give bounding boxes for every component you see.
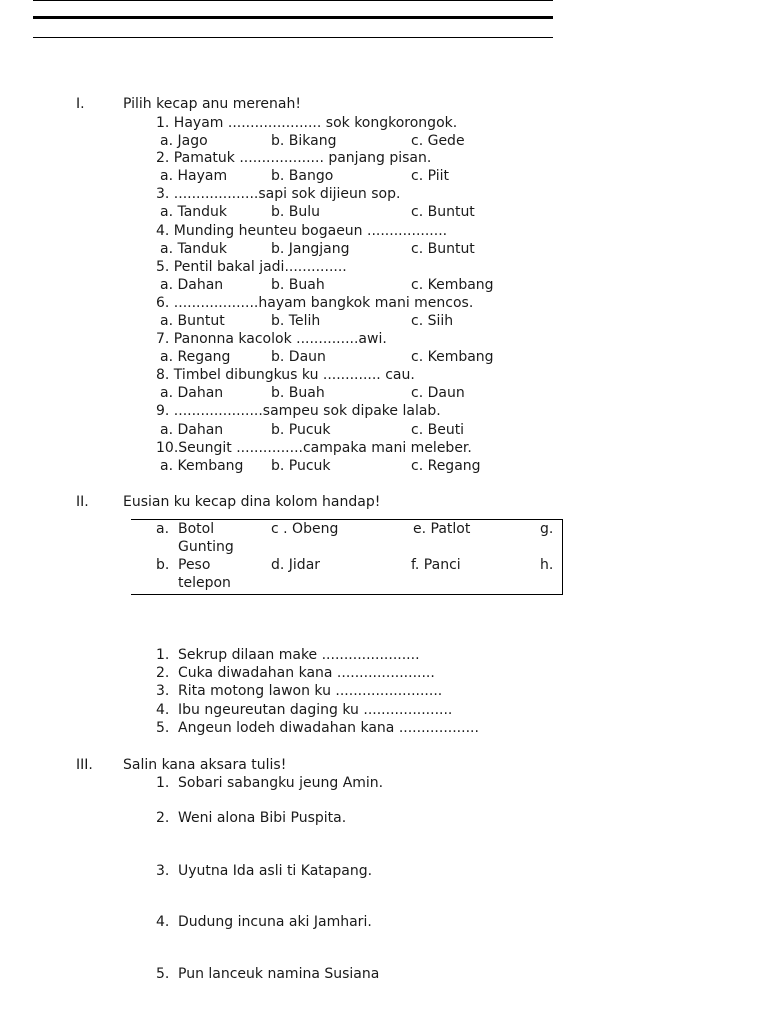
fill-item-text: Cuka diwadahan kana ...................... <box>178 665 435 681</box>
fill-item-number: 1. <box>156 647 170 663</box>
fill-item-2 <box>156 664 435 682</box>
question-6: 6. ...................hayam bangkok mani mencos. <box>156 295 474 311</box>
fill-item-3 <box>156 682 442 700</box>
question-7: 7. Panonna kacolok ..............awi. <box>156 331 387 347</box>
question-1: 1. Hayam ..................... sok kongkorongok. <box>156 115 458 131</box>
fill-item-number: 2. <box>156 665 170 681</box>
option-b: b. Buah <box>271 277 325 293</box>
option-a: a. Buntut <box>160 313 225 329</box>
option-b: b. Jangjang <box>271 241 350 257</box>
section-1-title: Pilih kecap anu merenah! <box>123 96 301 112</box>
word-box-d: d. Jidar <box>271 557 321 573</box>
option-a: a. Jago <box>160 133 208 149</box>
option-a: a. Kembang <box>160 458 244 474</box>
salin-item-2 <box>156 809 346 827</box>
word-box-g-letter: g. <box>540 521 554 537</box>
fill-item-text: Rita motong lawon ku ........................ <box>178 683 443 699</box>
option-b: b. Buah <box>271 385 325 401</box>
option-a: a. Dahan <box>160 422 224 438</box>
salin-item-number: 4. <box>156 914 170 930</box>
question-10: 10.Seungit ...............campaka mani meleber. <box>156 440 472 456</box>
fill-item-text: Ibu ngeureutan daging ku .................... <box>178 702 453 718</box>
question-2: 2. Pamatuk ................... panjang pisan. <box>156 150 432 166</box>
header-rule-thick <box>33 16 553 19</box>
question-8: 8. Timbel dibungkus ku ............. cau. <box>156 367 415 383</box>
option-c: c. Regang <box>411 458 481 474</box>
fill-item-number: 3. <box>156 683 170 699</box>
option-c: c. Beuti <box>411 422 465 438</box>
option-b: b. Bulu <box>271 204 321 220</box>
option-c: c. Gede <box>411 133 465 149</box>
header-rule-bottom <box>33 37 553 38</box>
option-a: a. Dahan <box>160 277 224 293</box>
section-3-title: Salin kana aksara tulis! <box>123 757 287 773</box>
option-c: c. Daun <box>411 385 465 401</box>
salin-item-4 <box>156 913 372 931</box>
option-b: b. Daun <box>271 349 326 365</box>
salin-item-text: Sobari sabangku jeung Amin. <box>178 775 384 791</box>
option-a: a. Tanduk <box>160 241 228 257</box>
word-box-h: telepon <box>178 575 231 591</box>
question-3: 3. ...................sapi sok dijieun sop. <box>156 186 401 202</box>
section-3-number: III. <box>76 757 93 773</box>
word-box-b: Peso <box>178 557 211 573</box>
option-b: b. Pucuk <box>271 422 331 438</box>
fill-item-5 <box>156 719 479 737</box>
option-b: b. Pucuk <box>271 458 331 474</box>
salin-item-5 <box>156 965 379 983</box>
fill-item-4 <box>156 701 452 719</box>
option-a: a. Tanduk <box>160 204 228 220</box>
word-box-h-letter: h. <box>540 557 554 573</box>
word-box-b-letter: b. <box>156 557 170 573</box>
question-9: 9. ....................sampeu sok dipake lalab. <box>156 403 441 419</box>
header-rule-top <box>33 0 553 1</box>
fill-item-text: Angeun lodeh diwadahan kana .................. <box>178 720 479 736</box>
option-a: a. Dahan <box>160 385 224 401</box>
word-box-a-letter: a. <box>156 521 170 537</box>
fill-item-1 <box>156 646 420 664</box>
salin-item-number: 3. <box>156 863 170 879</box>
salin-item-number: 1. <box>156 775 170 791</box>
fill-item-number: 4. <box>156 702 170 718</box>
word-box-f: f. Panci <box>411 557 461 573</box>
fill-item-text: Sekrup dilaan make ...................... <box>178 647 420 663</box>
salin-item-text: Uyutna Ida asli ti Katapang. <box>178 863 373 879</box>
salin-item-text: Weni alona Bibi Puspita. <box>178 810 347 826</box>
option-c: c. Piit <box>411 168 450 184</box>
word-box-g: Gunting <box>178 539 234 555</box>
option-c: c. Kembang <box>411 277 494 293</box>
question-5: 5. Pentil bakal jadi.............. <box>156 259 347 275</box>
option-c: c. Buntut <box>411 241 475 257</box>
word-box-a: Botol <box>178 521 215 537</box>
section-1-number: I. <box>76 96 85 112</box>
option-b: b. Bango <box>271 168 334 184</box>
fill-item-number: 5. <box>156 720 170 736</box>
word-box-c: c . Obeng <box>271 521 339 537</box>
salin-item-number: 5. <box>156 966 170 982</box>
word-box-e: e. Patlot <box>413 521 471 537</box>
section-2-number: II. <box>76 494 89 510</box>
option-c: c. Buntut <box>411 204 475 220</box>
salin-item-number: 2. <box>156 810 170 826</box>
option-b: b. Bikang <box>271 133 337 149</box>
option-a: a. Regang <box>160 349 231 365</box>
salin-item-3 <box>156 862 372 880</box>
question-4: 4. Munding heunteu bogaeun .................. <box>156 223 448 239</box>
option-b: b. Telih <box>271 313 321 329</box>
option-c: c. Kembang <box>411 349 494 365</box>
salin-item-1 <box>156 774 383 792</box>
option-c: c. Siih <box>411 313 454 329</box>
salin-item-text: Dudung incuna aki Jamhari. <box>178 914 372 930</box>
salin-item-text: Pun lanceuk namina Susiana <box>178 966 380 982</box>
section-2-title: Eusian ku kecap dina kolom handap! <box>123 494 381 510</box>
option-a: a. Hayam <box>160 168 228 184</box>
